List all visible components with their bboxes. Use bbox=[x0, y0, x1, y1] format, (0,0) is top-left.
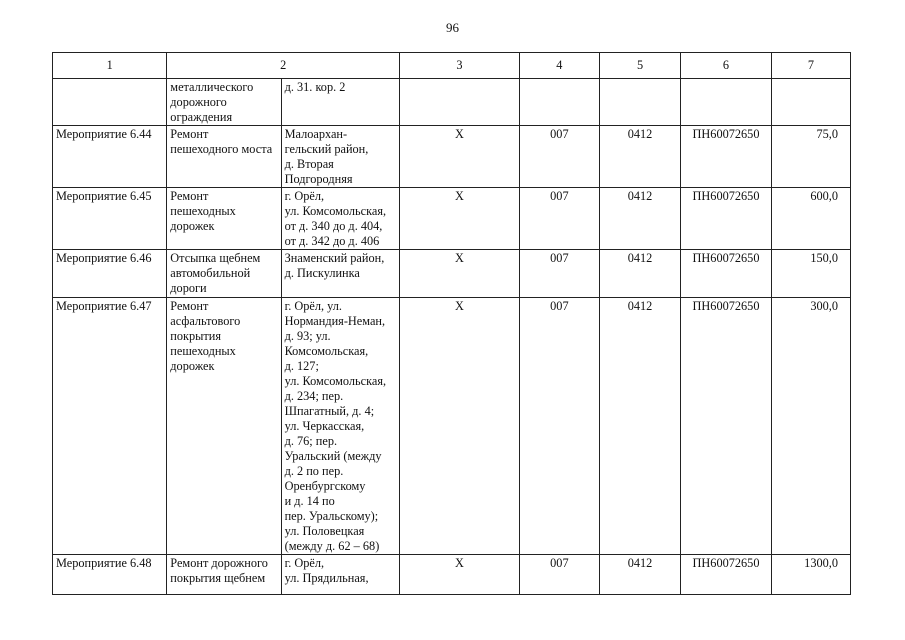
amount-cell: 1300,0 bbox=[771, 555, 850, 595]
cont-address-line: д. 31. кор. 2 bbox=[284, 80, 346, 94]
event-cell: Мероприятие 6.45 bbox=[53, 188, 167, 250]
address-cell bbox=[281, 250, 400, 298]
address-line: д. 234; пер. bbox=[284, 389, 344, 403]
header-col-3: 3 bbox=[400, 53, 520, 79]
address-line: (между д. 62 – 68) bbox=[284, 539, 380, 553]
address-line: от д. 342 до д. 406 bbox=[284, 234, 380, 248]
address-line: ул. Комсомольская, bbox=[284, 204, 387, 218]
header-col-2: 2 bbox=[167, 53, 400, 79]
cont-name-cell bbox=[167, 79, 281, 126]
name-cell bbox=[167, 555, 281, 595]
address-line: Малоархан- bbox=[284, 127, 348, 141]
cont-c4 bbox=[519, 79, 599, 126]
address-line: д. 76; пер. bbox=[284, 434, 338, 448]
address-cell bbox=[281, 188, 400, 250]
cont-name-line: металлического bbox=[170, 80, 254, 94]
address-line: Подгородняя bbox=[284, 172, 353, 186]
address-line: ул. Комсомольская, bbox=[284, 374, 387, 388]
name-line: пешеходного моста bbox=[170, 142, 273, 156]
amount-cell: 600,0 bbox=[771, 188, 850, 250]
cont-c5 bbox=[599, 79, 680, 126]
address-line: д. Вторая bbox=[284, 157, 334, 171]
table-row bbox=[53, 250, 851, 298]
col5-cell: 0412 bbox=[599, 126, 680, 188]
budget-table bbox=[52, 52, 851, 595]
col6-cell: ПН60072650 bbox=[681, 298, 772, 555]
address-line: д. 127; bbox=[284, 359, 319, 373]
address-line: Знаменский район, bbox=[284, 251, 385, 265]
address-cell bbox=[281, 298, 400, 555]
col3-cell: Х bbox=[400, 126, 520, 188]
name-cell bbox=[167, 126, 281, 188]
col3-cell: Х bbox=[400, 298, 520, 555]
col4-cell: 007 bbox=[519, 250, 599, 298]
event-cell: Мероприятие 6.48 bbox=[53, 555, 167, 595]
cont-event-cell bbox=[53, 79, 167, 126]
cont-name-line: дорожного bbox=[170, 95, 227, 109]
address-cell bbox=[281, 555, 400, 595]
col3-cell: Х bbox=[400, 188, 520, 250]
table-body bbox=[53, 53, 851, 595]
col5-cell: 0412 bbox=[599, 188, 680, 250]
name-line: пешеходных bbox=[170, 344, 236, 358]
event-cell: Мероприятие 6.46 bbox=[53, 250, 167, 298]
header-col-5: 5 bbox=[599, 53, 680, 79]
address-line: от д. 340 до д. 404, bbox=[284, 219, 383, 233]
address-line: гельский район, bbox=[284, 142, 369, 156]
col6-cell: ПН60072650 bbox=[681, 250, 772, 298]
table-row bbox=[53, 126, 851, 188]
col4-cell: 007 bbox=[519, 298, 599, 555]
name-line: Ремонт bbox=[170, 127, 209, 141]
cont-c3 bbox=[400, 79, 520, 126]
header-col-6: 6 bbox=[681, 53, 772, 79]
address-cell bbox=[281, 126, 400, 188]
name-line: покрытия bbox=[170, 329, 222, 343]
cont-address-cell bbox=[281, 79, 400, 126]
col3-cell: Х bbox=[400, 555, 520, 595]
address-line: д. 93; ул. bbox=[284, 329, 331, 343]
header-col-1: 1 bbox=[53, 53, 167, 79]
col3-cell: Х bbox=[400, 250, 520, 298]
cont-c6 bbox=[681, 79, 772, 126]
col6-cell: ПН60072650 bbox=[681, 126, 772, 188]
name-line: Отсыпка щебнем bbox=[170, 251, 261, 265]
name-cell bbox=[167, 250, 281, 298]
name-line: дорожек bbox=[170, 219, 215, 233]
col5-cell: 0412 bbox=[599, 250, 680, 298]
address-line: г. Орёл, bbox=[284, 556, 325, 570]
address-line: и д. 14 по bbox=[284, 494, 335, 508]
header-col-7: 7 bbox=[771, 53, 850, 79]
name-line: покрытия щебнем bbox=[170, 571, 266, 585]
table-row bbox=[53, 298, 851, 555]
col6-cell: ПН60072650 bbox=[681, 555, 772, 595]
col4-cell: 007 bbox=[519, 126, 599, 188]
address-line: Оренбургскому bbox=[284, 479, 366, 493]
col4-cell: 007 bbox=[519, 555, 599, 595]
address-line: г. Орёл, bbox=[284, 189, 325, 203]
name-line: асфальтового bbox=[170, 314, 241, 328]
col5-cell: 0412 bbox=[599, 555, 680, 595]
name-line: Ремонт bbox=[170, 189, 209, 203]
address-line: Шпагатный, д. 4; bbox=[284, 404, 375, 418]
amount-cell: 300,0 bbox=[771, 298, 850, 555]
address-line: г. Орёл, ул. bbox=[284, 299, 342, 313]
address-line: д. Пискулинка bbox=[284, 266, 360, 280]
table-row bbox=[53, 555, 851, 595]
col4-cell: 007 bbox=[519, 188, 599, 250]
header-col-4: 4 bbox=[519, 53, 599, 79]
name-line: Ремонт bbox=[170, 299, 209, 313]
name-line: пешеходных bbox=[170, 204, 236, 218]
address-line: Нормандия-Неман, bbox=[284, 314, 386, 328]
address-line: Комсомольская, bbox=[284, 344, 369, 358]
header-row bbox=[53, 53, 851, 79]
name-line: дорожек bbox=[170, 359, 215, 373]
name-line: автомобильной bbox=[170, 266, 251, 280]
name-cell bbox=[167, 298, 281, 555]
event-cell: Мероприятие 6.47 bbox=[53, 298, 167, 555]
address-line: ул. Черкасская, bbox=[284, 419, 365, 433]
cont-name-line: ограждения bbox=[170, 110, 233, 124]
page-number: 96 bbox=[446, 20, 459, 35]
name-line: Ремонт дорожного bbox=[170, 556, 268, 570]
name-line: дороги bbox=[170, 281, 207, 295]
address-line: д. 2 по пер. bbox=[284, 464, 344, 478]
col5-cell: 0412 bbox=[599, 298, 680, 555]
address-line: Уральский (между bbox=[284, 449, 382, 463]
continuation-row bbox=[53, 79, 851, 126]
col6-cell: ПН60072650 bbox=[681, 188, 772, 250]
name-cell bbox=[167, 188, 281, 250]
event-cell: Мероприятие 6.44 bbox=[53, 126, 167, 188]
amount-cell: 150,0 bbox=[771, 250, 850, 298]
address-line: ул. Половецкая bbox=[284, 524, 365, 538]
amount-cell: 75,0 bbox=[771, 126, 850, 188]
address-line: пер. Уральскому); bbox=[284, 509, 379, 523]
cont-c7 bbox=[771, 79, 850, 126]
address-line: ул. Прядильная, bbox=[284, 571, 369, 585]
table-row bbox=[53, 188, 851, 250]
